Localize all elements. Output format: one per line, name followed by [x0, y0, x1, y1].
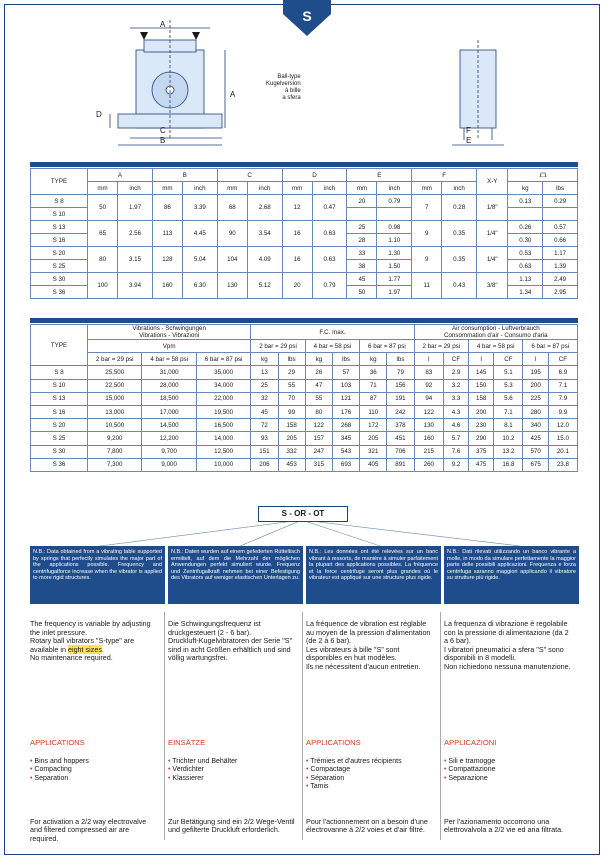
unit-header: mm	[282, 182, 312, 195]
unit-header: inch	[118, 182, 153, 195]
list-item: • Bins and hoppers	[30, 758, 89, 766]
unit-header: mm	[152, 182, 182, 195]
description-column: Die Schwingungsfrequenz ist druckgesteuert (2 - 6 bar). Druckluft-Kugelvibratoren der Serie "S" sind in acht Größen erhältlich und sind völlig wartungsfrei.	[168, 619, 293, 663]
list-item: • Separation	[30, 775, 89, 783]
applications-title: EINSÄTZE	[168, 738, 206, 747]
description-column: The frequency is variable by adjusting the inlet pressure. Rotary ball vibrators "S-type" are available in eight sizes. No maintenance required.	[30, 619, 151, 663]
table-row: S 25 9,200 12,200 14,000 93 205 157 345 205 451 160 5.7 290 10.2 425 15.0	[31, 432, 578, 445]
activation-note: For activation a 2/2 way electrovalve and filtered compressed air are required.	[30, 817, 147, 843]
table-row: S 13 15,000 18,500 22,000 32 70 55 121 87 191 94 3.3 158 5.6 225 7.9	[31, 392, 578, 405]
list-item: • Verdichter	[168, 766, 237, 774]
list-item: • Separazione	[444, 775, 496, 783]
applications-title: APPLICATIONS	[30, 738, 85, 747]
unit-header: lbs	[543, 182, 578, 195]
applications-list	[168, 758, 237, 783]
applications-list	[306, 758, 402, 792]
unit-header: kg	[508, 182, 543, 195]
table-row: S 30 100 3.94 160 6.30 130 5.12 20 0.79 45 1.77 11 0.43 3/8" 1.13 2.49	[31, 273, 578, 286]
table-row: S 20 10,500 14,500 16,500 72 158 122 268 172 378 130 4.6 230 8.1 340 12.0	[31, 419, 578, 432]
column-divider	[164, 612, 165, 840]
applications-list	[30, 758, 89, 783]
dim-label-a: A	[160, 20, 166, 29]
unit-header: mm	[88, 182, 118, 195]
table-row: S 36 7,300 9,000 10,000 206 453 315 693 405 891 260 9.2 475 16.8 675 23.8	[31, 458, 578, 471]
weight-icon	[508, 169, 578, 182]
series-connector	[0, 520, 604, 548]
unit-header: inch	[377, 182, 412, 195]
front-view	[110, 20, 225, 145]
ball-type-callout: Ball-type Kugelversion à bille a sfera	[266, 74, 301, 101]
list-item: • Trémies et d'autres récipients	[306, 758, 402, 766]
applications-list	[444, 758, 496, 783]
table-row: S 10 22,500 28,000 34,000 25 55 47 103 71 156 92 3.2 150 5.3 200 7.1	[31, 379, 578, 392]
side-view	[452, 40, 504, 145]
table-row: S 20 80 3.15 128 5.04 104 4.09 16 0.63 33 1.30 9 0.35 1/4" 0.53 1.17	[31, 247, 578, 260]
dim-label-d: D	[96, 110, 102, 119]
unit-header: inch	[442, 182, 477, 195]
table-row: S 25 38 1.50 0.63 1.39	[31, 260, 578, 273]
column-divider	[440, 612, 441, 840]
dim-label-e: E	[466, 136, 472, 145]
activation-note: Zur Betätigung sind ein 2/2 Wege-Ventil und gefilterte Druckluft erforderlich.	[168, 817, 295, 835]
dim-label-a-side: A	[230, 90, 236, 99]
dim-label-c: C	[160, 126, 166, 135]
performance-table: TYPE Vibrations - Schwingungen Vibrations - Vibrazioni F.C. max. Air consumption - Luftverbrauch Consommation d'air - Consumo d'aria Vpm 2 bar = 29 psi 4 bar = 58 psi 6 bar = 87 psi 2 bar = 29 psi 4 bar = 58 psi 6 bar = 87 psi 2 bar = 29 psi 4 bar = 58 psi 6 bar = 87 psi kg lbs kg lbs kg lbs l CF l CF l CF S 8 25,500 31,000 35,000 13 29 26 57 36 79 83 2.9 145 5.1 195 6.9 S 10 22,500 28,000 34,000 25 55 47 103 71 156 92 3.2 150 5.3 200 7.1 S 13 15,000 18,500 22,000 32 70 55 121 87 191 94 3.3 158 5.6 225 7.9 S 16 13,000 17,000 19,500 45 99 80 176 110 242 122 4.3 200 7.1 280 9.9 S 20 10,500 14,500 16,500 72 158 122 268 172 378 130 4.6 230 8.1 340 12.0 S 25 9,200 12,200 14,000 93 205 157 345 205 451 160 5.7 290 10.2 425 15.0 S 30 7,800 9,700 12,500 151 332 247 543 321 706 215 7.6 375 13.2 570 20.1 S 36 7,300 9,000 10,000 206 453 315 693 405 891 260 9.2 475 16.8 675 23.8	[30, 324, 578, 472]
series-tab-letter: S	[302, 8, 312, 24]
activation-note: Pour l'actionnement on a besoin d'une électrovanne à 2/2 voies et d'air filtré.	[306, 817, 428, 835]
dimensions-table: TYPE A B C D E F X-Y mm inch mm inch mm inch mm inch mm inch mm inch kg lbs S 8 50 1.97 86 3.39 68 2.68 12 0.47 20 0.79 7 0.28 1/8" 0.13 0.29 S 10 S 13 65 2.56 113 4.45 90 3.54 16 0.63 25 0.98 9 0.35 1/4" 0.26 0.57 S 16 28 1.10 0.30 0.66 S 20 80 3.15 128 5.04 104 4.09 16 0.63 33 1.30 9 0.35 1/4" 0.53 1.17 S 25 38 1.50 0.63 1.39 S 30 100 3.94 160 6.30 130 5.12 20 0.79 45 1.77 11 0.43 3/8" 1.13 2.49 S 36 50 1.97 1.34 2.95	[30, 168, 578, 299]
applications-title: APPLICATIONS	[306, 738, 361, 747]
unit-header: mm	[347, 182, 377, 195]
note-fr: N.B.: Les données ont été relevées sur un banc vibrant à ressorts, de manière à simuler parfaitement la plupart des applications possibles. La fréquence et la force centrifuge seront plus grandes où le vibrateur est appliqué sur une structure plus rigide.	[306, 546, 441, 604]
description-column: La fréquence de vibration est réglable au moyen de la pression d'alimentation (de 2 à 6 bar). Les vibrateurs à bille "S" sont disponibles en huit modèles. Ils ne nécessitent d'aucun entretien.	[306, 619, 431, 671]
unit-header: mm	[217, 182, 247, 195]
table2-top-bar	[30, 318, 578, 323]
list-item: • Klassierer	[168, 775, 237, 783]
note-en: N.B.: Data obtained from a vibrating table supported by springs that perfectly simulates the major part of the applications possible. Frequency and centrifugalforce increase when the vibrator is applied to more rigid structures.	[30, 546, 165, 604]
list-item: • Compattazione	[444, 766, 496, 774]
note-it: N.B.: Dati rilevati utilizzando un banco vibrante a molle, in modo da simulare perfettamente la maggior parte delle possibili applicazioni. Frequenza e forza centrifuga saranno maggiori applicando il vibratore su strutture più rigide.	[444, 546, 579, 604]
activation-note: Per l'azionamento occorrono una elettrovalvola a 2/2 vie ed aria filtrata.	[444, 817, 564, 835]
list-item: • Séparation	[306, 775, 402, 783]
table-row: S 30 7,800 9,700 12,500 151 332 247 543 321 706 215 7.6 375 13.2 570 20.1	[31, 445, 578, 458]
table1-top-bar	[30, 162, 578, 167]
unit-header: inch	[247, 182, 282, 195]
table-row: S 8 50 1.97 86 3.39 68 2.68 12 0.47 20 0.79 7 0.28 1/8" 0.13 0.29	[31, 195, 578, 208]
unit-header: inch	[183, 182, 218, 195]
table-row: S 16 28 1.10 0.30 0.66	[31, 234, 578, 247]
table-row: S 36 50 1.97 1.34 2.95	[31, 286, 578, 299]
table-row: S 13 65 2.56 113 4.45 90 3.54 16 0.63 25 0.98 9 0.35 1/4" 0.26 0.57	[31, 221, 578, 234]
list-item: • Compacting	[30, 766, 89, 774]
column-divider	[302, 612, 303, 840]
list-item: • Tamis	[306, 783, 402, 791]
note-de: N.B.: Daten wurden auf einem gefederten Rütteltisch ermittelt, auf dem die Mehrzahl der möglichen Anwendungen perfekt simuliert wurde. Frequenz und Zentrifugalkraft nehmen bei einer Befestigung des Vibrators auf weniger elastischen Unterlagen zu.	[168, 546, 303, 604]
list-item: • Compactage	[306, 766, 402, 774]
dim-label-f: F	[466, 126, 471, 135]
table-row: S 10	[31, 208, 578, 221]
unit-header: inch	[312, 182, 347, 195]
description-column: La frequenza di vibrazione è regolabile con la pressione di alimentazione (da 2 a 6 bar). I vibratori pneumatici a sfera "S" sono disponibili in 8 modelli. Non richiedono nessuna manutenzione.	[444, 619, 571, 671]
list-item: • Trichter und Behälter	[168, 758, 237, 766]
table-row: S 16 13,000 17,000 19,500 45 99 80 176 110 242 122 4.3 200 7.1 280 9.9	[31, 405, 578, 418]
table-row: S 8 25,500 31,000 35,000 13 29 26 57 36 79 83 2.9 145 5.1 195 6.9	[31, 366, 578, 379]
series-title: S - OR - OT	[258, 506, 348, 522]
list-item: • Sili e tramogge	[444, 758, 496, 766]
dim-label-b: B	[160, 136, 166, 145]
applications-title: APPLICAZIONI	[444, 738, 497, 747]
type-header: TYPE	[31, 169, 88, 195]
unit-header: mm	[412, 182, 442, 195]
